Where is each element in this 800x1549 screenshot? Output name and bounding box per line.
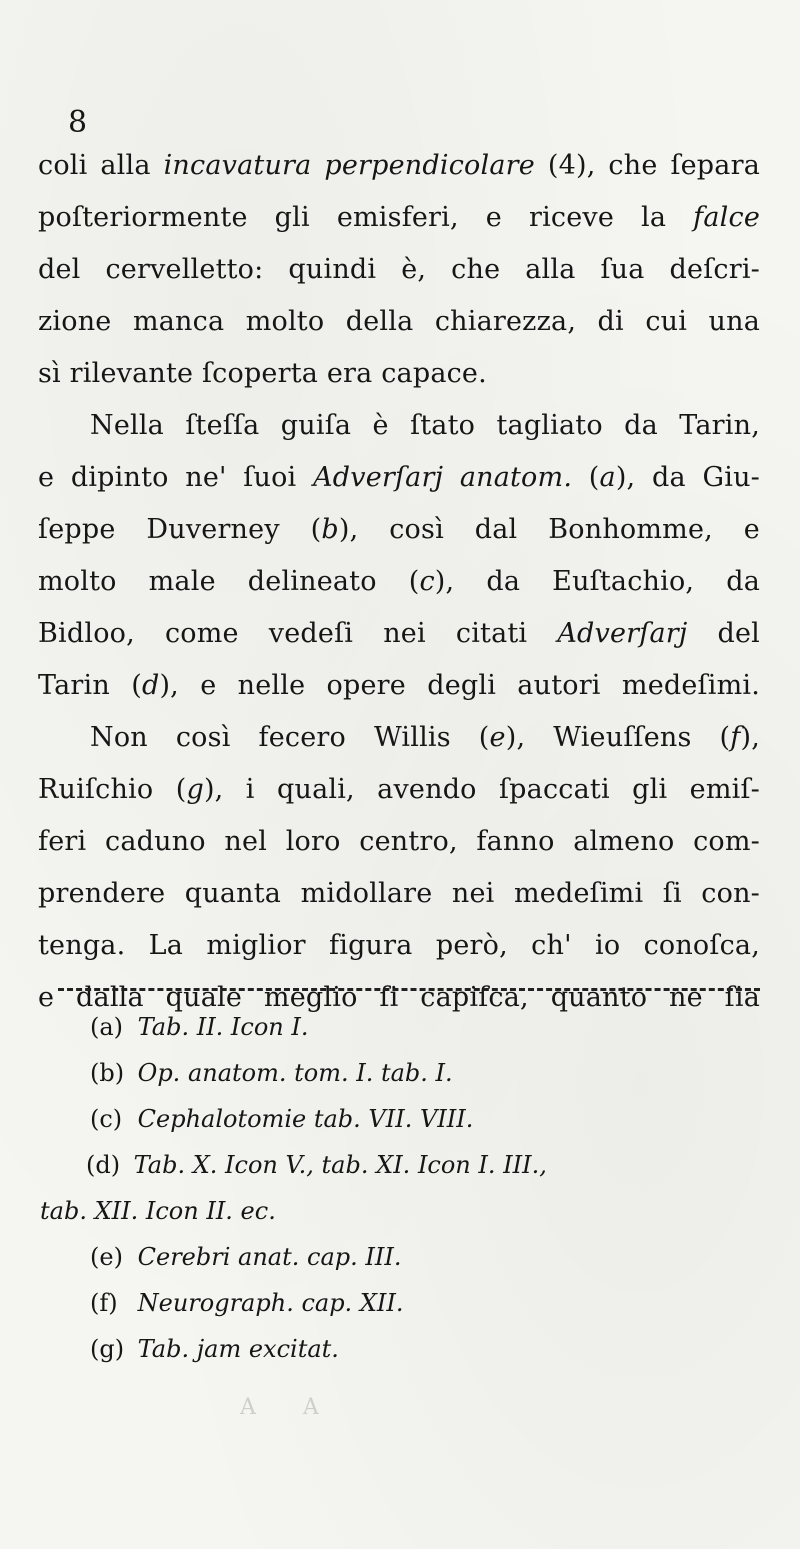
body-line: Nella ſteſſa guiſa è ſtato tagliato da Tarin, bbox=[90, 410, 760, 441]
body-line: molto male delineato (c), da Euſtachio, da bbox=[38, 566, 761, 597]
body-text bbox=[38, 140, 760, 1024]
footnotes bbox=[40, 1004, 762, 1372]
body-line: Bidloo, come vedeſi nei citati Adverſarj del bbox=[38, 618, 761, 649]
footnote-text: Neurograph. cap. XII. bbox=[137, 1289, 404, 1317]
footnote-mark: (g) bbox=[90, 1335, 125, 1363]
footnote-text: Op. anatom. tom. I. tab. I. bbox=[137, 1059, 453, 1087]
body-line: prendere quanta midollare nei medeſimi ſi con- bbox=[38, 878, 760, 909]
body-line: Tarin (d), e nelle opere degli autori medeſimi. bbox=[38, 670, 760, 701]
body-line: feri caduno nel loro centro, fanno almeno com- bbox=[38, 826, 760, 857]
footnote-text: Tab. II. Icon I. bbox=[137, 1013, 309, 1041]
page-number: 8 bbox=[68, 105, 88, 140]
body-line: e dalla quale meglio ſi capiſca, quanto ne ſia bbox=[38, 982, 760, 1013]
signature-mark: A A bbox=[240, 1395, 339, 1420]
footnote-mark: (b) bbox=[90, 1059, 125, 1087]
footnote-mark: (d) bbox=[86, 1151, 121, 1179]
footnote bbox=[40, 1280, 762, 1326]
body-line: ſeppe Duverney (b), così dal Bonhomme, e bbox=[38, 514, 760, 545]
body-line: tenga. La miglior figura però, ch' io conoſca, bbox=[38, 930, 760, 961]
footnote-separator-rule bbox=[58, 988, 760, 991]
body-line: Non così fecero Willis (e), Wieuſſens (f), bbox=[90, 722, 760, 753]
footnote-text: Tab. X. Icon V., tab. XI. Icon I. III., bbox=[133, 1151, 547, 1179]
footnote bbox=[40, 1050, 762, 1096]
footnote-text: Cephalotomie tab. VII. VIII. bbox=[137, 1105, 474, 1133]
footnote bbox=[40, 1142, 762, 1188]
footnote-continuation bbox=[40, 1188, 762, 1234]
footnote-text: Tab. jam excitat. bbox=[137, 1335, 339, 1363]
footnote bbox=[40, 1004, 762, 1050]
footnote bbox=[40, 1096, 762, 1142]
footnote-text: tab. XII. Icon II. ec. bbox=[40, 1197, 276, 1225]
footnote bbox=[40, 1326, 762, 1372]
body-line: poſteriormente gli emisferi, e riceve la falce bbox=[38, 202, 760, 233]
body-line: e dipinto ne' ſuoi Adverſarj anatom. (a), da Giu- bbox=[38, 462, 760, 493]
body-line: sì rilevante ſcoperta era capace. bbox=[38, 358, 487, 389]
body-line: coli alla incavatura perpendicolare (4), che ſepara bbox=[38, 150, 760, 181]
footnote-mark: (f) bbox=[90, 1289, 118, 1317]
body-line: del cervelletto: quindi è, che alla ſua deſcri- bbox=[38, 254, 760, 285]
body-line: zione manca molto della chiarezza, di cui una bbox=[38, 306, 760, 337]
footnote-mark: (e) bbox=[90, 1243, 123, 1271]
body-line: Ruiſchio (g), i quali, avendo ſpaccati gli emiſ- bbox=[38, 774, 760, 805]
footnote-mark: (a) bbox=[90, 1013, 124, 1041]
footnote bbox=[40, 1234, 762, 1280]
footnote-text: Cerebri anat. cap. III. bbox=[137, 1243, 402, 1271]
footnote-mark: (c) bbox=[90, 1105, 123, 1133]
